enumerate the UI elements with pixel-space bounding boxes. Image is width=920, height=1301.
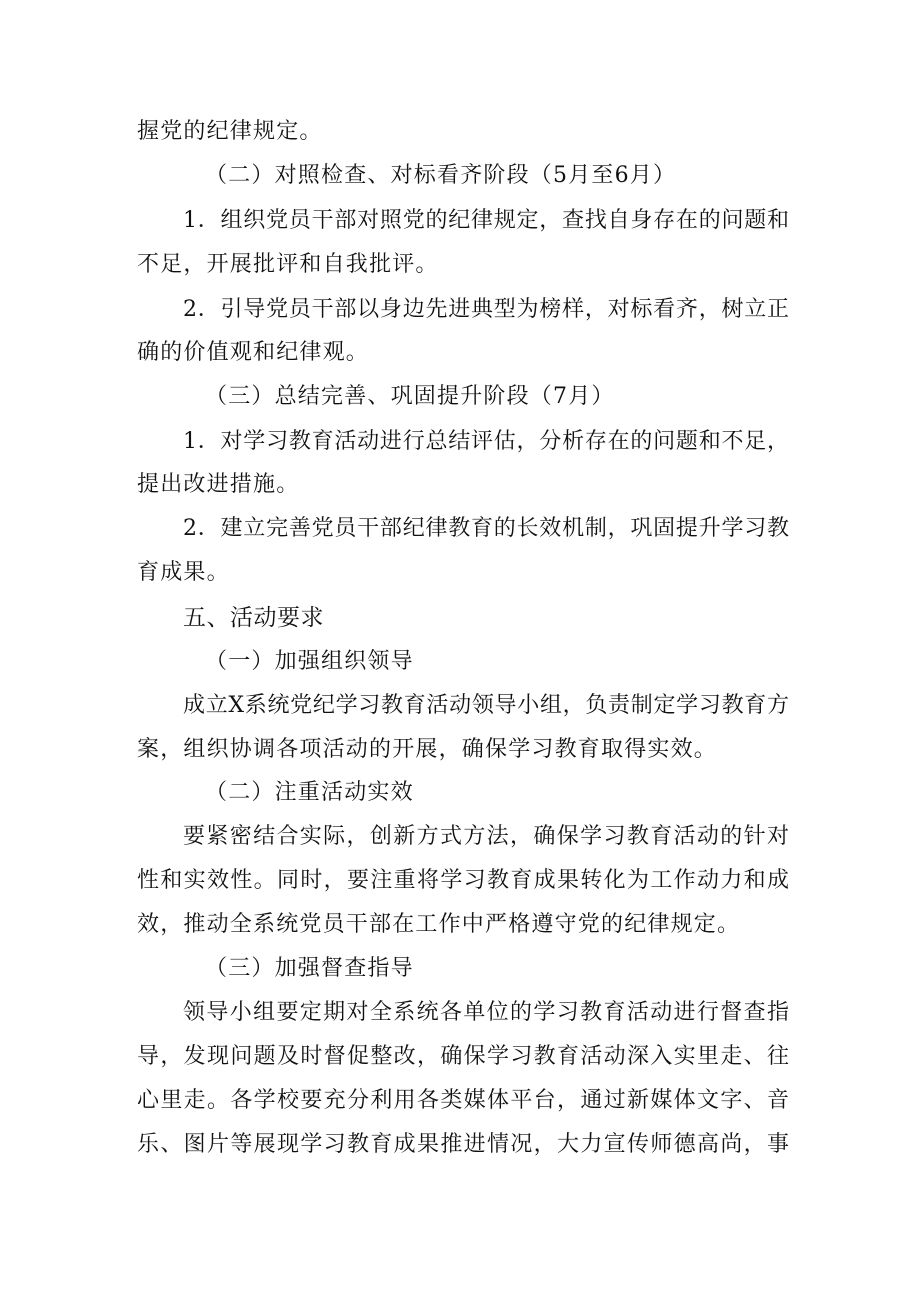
paragraph-line: 不足，开展批评和自我批评。	[137, 252, 439, 277]
subheading-phase-2: （二）对照检查、对标看齐阶段（5月至6月）	[205, 163, 677, 188]
subheading-phase-3: （三）总结完善、巩固提升阶段（7月）	[205, 384, 615, 409]
paragraph-line: 案，组织协调各项活动的开展，确保学习教育取得实效。	[137, 737, 718, 762]
paragraph-line: 成立X系统党纪学习教育活动领导小组，负责制定学习教育方	[183, 693, 789, 718]
paragraph-line: 性和实效性。同时，要注重将学习教育成果转化为工作动力和成	[137, 868, 789, 893]
paragraph-line: 确的价值观和纪律观。	[137, 340, 370, 365]
text-line-continuation: 握党的纪律规定。	[137, 119, 323, 144]
subheading-effectiveness: （二）注重活动实效	[205, 780, 414, 805]
paragraph-line: 2．建立完善党员干部纪律教育的长效机制，巩固提升学习教	[183, 516, 789, 541]
paragraph-line: 育成果。	[137, 560, 230, 585]
paragraph-line: 导，发现问题及时督促整改，确保学习教育活动深入实里走、往	[137, 1044, 789, 1069]
paragraph-line: 提出改进措施。	[137, 472, 300, 497]
section-heading: 五、活动要求	[183, 605, 324, 631]
subheading-supervision: （三）加强督查指导	[205, 956, 414, 981]
paragraph-line: 乐、图片等展现学习教育成果推进情况，大力宣传师德高尚，事	[137, 1132, 789, 1157]
paragraph-line: 1．组织党员干部对照党的纪律规定，查找自身存在的问题和	[183, 208, 789, 233]
paragraph-line: 2．引导党员干部以身边先进典型为榜样，对标看齐，树立正	[183, 297, 789, 322]
subheading-organization: （一）加强组织领导	[205, 649, 414, 674]
paragraph-line: 1．对学习教育活动进行总结评估，分析存在的问题和不足，	[183, 429, 789, 454]
paragraph-line: 要紧密结合实际，创新方式方法，确保学习教育活动的针对	[183, 824, 789, 849]
paragraph-line: 心里走。各学校要充分利用各类媒体平台，通过新媒体文字、音	[137, 1088, 789, 1113]
paragraph-line: 效，推动全系统党员干部在工作中严格遵守党的纪律规定。	[137, 912, 741, 937]
paragraph-line: 领导小组要定期对全系统各单位的学习教育活动进行督查指	[183, 1000, 789, 1025]
